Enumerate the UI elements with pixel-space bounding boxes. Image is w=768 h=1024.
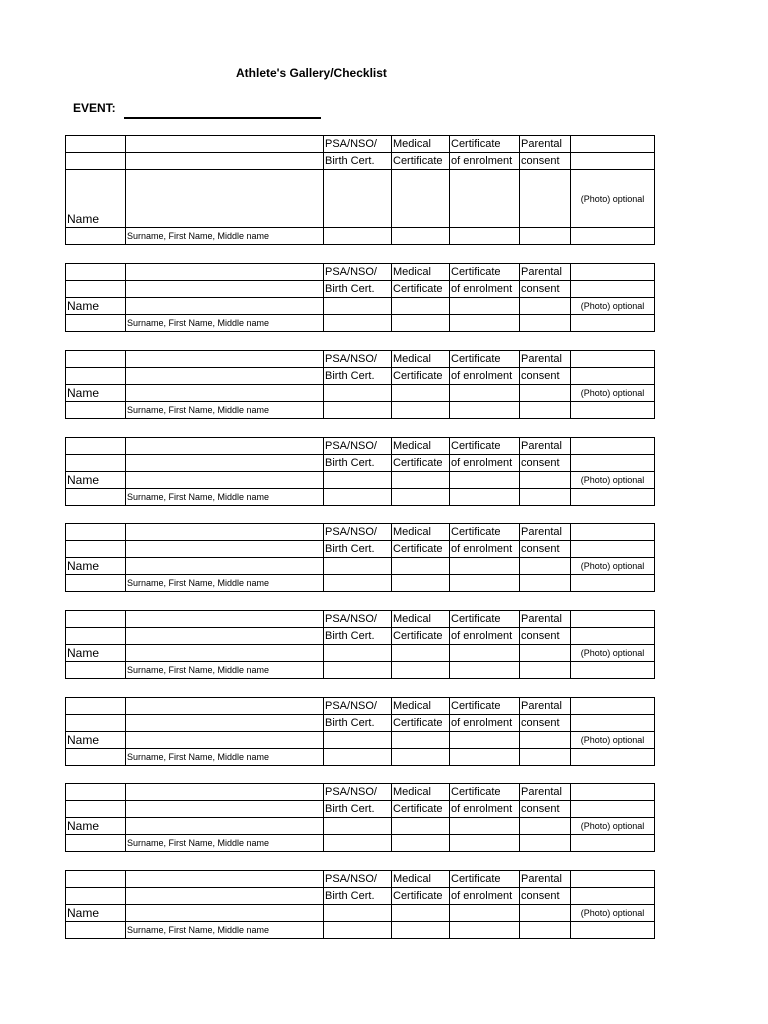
name-field[interactable]	[126, 818, 324, 835]
name-label: Name	[66, 818, 126, 835]
name-label: Name	[66, 905, 126, 922]
parental-subheader: consent	[520, 368, 571, 385]
psa-header: PSA/NSO/	[324, 264, 392, 281]
enrolment-subheader: of enrolment	[450, 541, 520, 558]
photo-placeholder[interactable]: (Photo) optional	[571, 558, 655, 575]
name-format-hint: Surname, First Name, Middle name	[126, 315, 324, 332]
medical-subheader: Certificate	[392, 715, 450, 732]
psa-subheader: Birth Cert.	[324, 281, 392, 298]
name-field[interactable]	[126, 472, 324, 489]
photo-placeholder[interactable]: (Photo) optional	[571, 905, 655, 922]
parental-check-cell[interactable]	[520, 385, 571, 402]
medical-check-cell[interactable]	[392, 170, 450, 228]
parental-header: Parental	[520, 871, 571, 888]
page-title: Athlete's Gallery/Checklist	[236, 66, 387, 80]
enrolment-header: Certificate	[450, 611, 520, 628]
name-field[interactable]	[126, 645, 324, 662]
name-format-hint: Surname, First Name, Middle name	[126, 228, 324, 245]
enrolment-check-cell[interactable]	[450, 905, 520, 922]
psa-subheader: Birth Cert.	[324, 628, 392, 645]
medical-header: Medical	[392, 611, 450, 628]
enrolment-check-cell[interactable]	[450, 298, 520, 315]
parental-subheader: consent	[520, 888, 571, 905]
psa-header: PSA/NSO/	[324, 438, 392, 455]
name-format-hint: Surname, First Name, Middle name	[126, 575, 324, 592]
medical-check-cell[interactable]	[392, 905, 450, 922]
psa-check-cell[interactable]	[324, 645, 392, 662]
parental-header: Parental	[520, 264, 571, 281]
athlete-entry-block	[65, 697, 655, 766]
psa-subheader: Birth Cert.	[324, 888, 392, 905]
parental-header: Parental	[520, 351, 571, 368]
name-format-hint: Surname, First Name, Middle name	[126, 489, 324, 506]
psa-header: PSA/NSO/	[324, 698, 392, 715]
parental-subheader: consent	[520, 715, 571, 732]
name-field[interactable]	[126, 170, 324, 228]
psa-header: PSA/NSO/	[324, 136, 392, 153]
name-label: Name	[66, 645, 126, 662]
parental-subheader: consent	[520, 153, 571, 170]
psa-check-cell[interactable]	[324, 905, 392, 922]
parental-subheader: consent	[520, 455, 571, 472]
name-format-hint: Surname, First Name, Middle name	[126, 402, 324, 419]
psa-check-cell[interactable]	[324, 298, 392, 315]
parental-check-cell[interactable]	[520, 732, 571, 749]
photo-placeholder[interactable]: (Photo) optional	[571, 645, 655, 662]
psa-header: PSA/NSO/	[324, 871, 392, 888]
medical-subheader: Certificate	[392, 888, 450, 905]
parental-header: Parental	[520, 438, 571, 455]
parental-check-cell[interactable]	[520, 472, 571, 489]
name-label: Name	[66, 298, 126, 315]
enrolment-check-cell[interactable]	[450, 732, 520, 749]
name-field[interactable]	[126, 558, 324, 575]
enrolment-header: Certificate	[450, 871, 520, 888]
medical-check-cell[interactable]	[392, 298, 450, 315]
psa-subheader: Birth Cert.	[324, 541, 392, 558]
psa-header: PSA/NSO/	[324, 611, 392, 628]
parental-subheader: consent	[520, 801, 571, 818]
athlete-entry-block	[65, 870, 655, 939]
enrolment-subheader: of enrolment	[450, 715, 520, 732]
enrolment-header: Certificate	[450, 524, 520, 541]
photo-placeholder[interactable]: (Photo) optional	[571, 818, 655, 835]
name-field[interactable]	[126, 298, 324, 315]
photo-placeholder[interactable]: (Photo) optional	[571, 732, 655, 749]
name-field[interactable]	[126, 905, 324, 922]
photo-placeholder[interactable]: (Photo) optional	[571, 298, 655, 315]
medical-header: Medical	[392, 438, 450, 455]
enrolment-check-cell[interactable]	[450, 645, 520, 662]
enrolment-check-cell[interactable]	[450, 818, 520, 835]
parental-check-cell[interactable]	[520, 818, 571, 835]
athlete-entry-block	[65, 263, 655, 332]
parental-header: Parental	[520, 611, 571, 628]
athlete-entry-block	[65, 437, 655, 506]
photo-placeholder[interactable]: (Photo) optional	[571, 170, 655, 228]
psa-subheader: Birth Cert.	[324, 368, 392, 385]
photo-placeholder[interactable]: (Photo) optional	[571, 385, 655, 402]
enrolment-header: Certificate	[450, 438, 520, 455]
psa-check-cell[interactable]	[324, 558, 392, 575]
medical-check-cell[interactable]	[392, 645, 450, 662]
medical-subheader: Certificate	[392, 455, 450, 472]
parental-check-cell[interactable]	[520, 558, 571, 575]
enrolment-header: Certificate	[450, 136, 520, 153]
medical-check-cell[interactable]	[392, 818, 450, 835]
medical-check-cell[interactable]	[392, 472, 450, 489]
medical-subheader: Certificate	[392, 801, 450, 818]
enrolment-subheader: of enrolment	[450, 888, 520, 905]
psa-check-cell[interactable]	[324, 818, 392, 835]
event-field-line	[124, 117, 321, 119]
enrolment-header: Certificate	[450, 698, 520, 715]
event-label: EVENT:	[73, 101, 116, 115]
name-label: Name	[66, 170, 126, 228]
medical-subheader: Certificate	[392, 541, 450, 558]
name-label: Name	[66, 558, 126, 575]
medical-check-cell[interactable]	[392, 385, 450, 402]
parental-header: Parental	[520, 784, 571, 801]
parental-check-cell[interactable]	[520, 170, 571, 228]
enrolment-check-cell[interactable]	[450, 385, 520, 402]
enrolment-header: Certificate	[450, 351, 520, 368]
parental-check-cell[interactable]	[520, 905, 571, 922]
psa-header: PSA/NSO/	[324, 784, 392, 801]
psa-header: PSA/NSO/	[324, 351, 392, 368]
name-format-hint: Surname, First Name, Middle name	[126, 749, 324, 766]
medical-header: Medical	[392, 524, 450, 541]
psa-check-cell[interactable]	[324, 472, 392, 489]
psa-subheader: Birth Cert.	[324, 801, 392, 818]
athlete-entry-block	[65, 783, 655, 852]
medical-check-cell[interactable]	[392, 732, 450, 749]
medical-header: Medical	[392, 351, 450, 368]
name-format-hint: Surname, First Name, Middle name	[126, 662, 324, 679]
enrolment-check-cell[interactable]	[450, 472, 520, 489]
parental-header: Parental	[520, 698, 571, 715]
parental-subheader: consent	[520, 541, 571, 558]
parental-check-cell[interactable]	[520, 298, 571, 315]
enrolment-subheader: of enrolment	[450, 628, 520, 645]
enrolment-subheader: of enrolment	[450, 281, 520, 298]
medical-check-cell[interactable]	[392, 558, 450, 575]
enrolment-check-cell[interactable]	[450, 558, 520, 575]
medical-subheader: Certificate	[392, 153, 450, 170]
athlete-entry-block	[65, 135, 655, 245]
psa-check-cell[interactable]	[324, 385, 392, 402]
parental-subheader: consent	[520, 628, 571, 645]
medical-header: Medical	[392, 871, 450, 888]
enrolment-header: Certificate	[450, 784, 520, 801]
photo-placeholder[interactable]: (Photo) optional	[571, 472, 655, 489]
enrolment-subheader: of enrolment	[450, 368, 520, 385]
parental-check-cell[interactable]	[520, 645, 571, 662]
medical-header: Medical	[392, 784, 450, 801]
enrolment-subheader: of enrolment	[450, 801, 520, 818]
name-label: Name	[66, 385, 126, 402]
enrolment-header: Certificate	[450, 264, 520, 281]
name-field[interactable]	[126, 732, 324, 749]
enrolment-subheader: of enrolment	[450, 455, 520, 472]
psa-header: PSA/NSO/	[324, 524, 392, 541]
medical-header: Medical	[392, 264, 450, 281]
name-format-hint: Surname, First Name, Middle name	[126, 835, 324, 852]
parental-subheader: consent	[520, 281, 571, 298]
name-field[interactable]	[126, 385, 324, 402]
name-label: Name	[66, 732, 126, 749]
athlete-entry-block	[65, 610, 655, 679]
psa-check-cell[interactable]	[324, 170, 392, 228]
name-label: Name	[66, 472, 126, 489]
athlete-entry-block	[65, 523, 655, 592]
medical-subheader: Certificate	[392, 368, 450, 385]
enrolment-subheader: of enrolment	[450, 153, 520, 170]
psa-check-cell[interactable]	[324, 732, 392, 749]
name-format-hint: Surname, First Name, Middle name	[126, 922, 324, 939]
parental-header: Parental	[520, 524, 571, 541]
psa-subheader: Birth Cert.	[324, 455, 392, 472]
medical-subheader: Certificate	[392, 628, 450, 645]
medical-header: Medical	[392, 136, 450, 153]
athlete-entry-block	[65, 350, 655, 419]
psa-subheader: Birth Cert.	[324, 153, 392, 170]
medical-header: Medical	[392, 698, 450, 715]
medical-subheader: Certificate	[392, 281, 450, 298]
parental-header: Parental	[520, 136, 571, 153]
psa-subheader: Birth Cert.	[324, 715, 392, 732]
enrolment-check-cell[interactable]	[450, 170, 520, 228]
